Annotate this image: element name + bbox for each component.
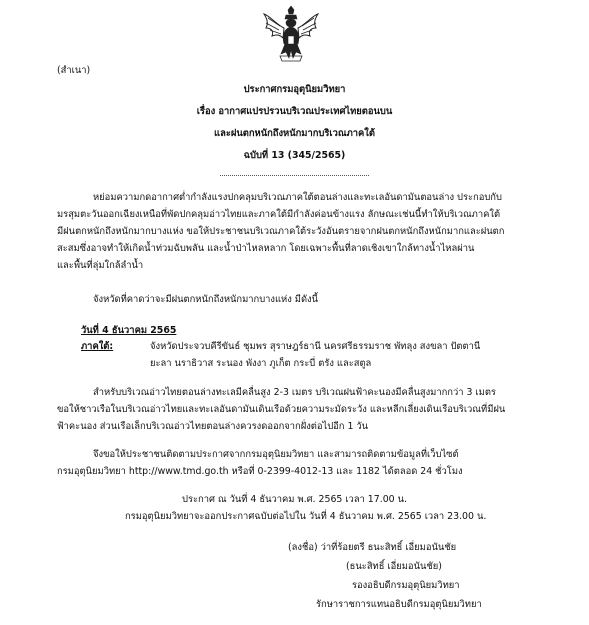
doc-subject: เรื่อง อากาศแปรปรวนบริเวณประเทศไทยตอนบน xyxy=(196,106,393,117)
separator-line xyxy=(220,175,369,176)
doc-subject-line2: และฝนตกหนักถึงหนักมากบริเวณภาคใต้ xyxy=(214,128,375,139)
issue-number: ฉบับที่ 13 (345/2565) xyxy=(243,150,346,161)
announced-date: ประกาศ ณ วันที่ 4 ธันวาคม พ.ศ. 2565 เวลา 17.00 น. xyxy=(182,494,408,505)
copy-label: (สำเนา) xyxy=(57,65,91,76)
region-provinces-line1: จังหวัดประจวบคีรีขันธ์ ชุมพร สุราษฎร์ธานี นครศรีธรรมราช พัทลุง สงขลา ปัตตานี xyxy=(150,341,481,352)
para4-line2: กรมอุตุนิยมวิทยา http://www.tmd.go.th หรือที่ 0-2399-4012-13 และ 1182 ได้ตลอด 24 ชั่วโมง xyxy=(57,466,463,477)
para1-line4: สะสมซึ่งอาจทำให้เกิดน้ำท่วมฉับพลัน และน้ำป่าไหลหลาก โดยเฉพาะพื้นที่ลาดเชิงเขาใกล้ทางน้ำไหลผ่าน xyxy=(57,243,475,254)
garuda-emblem-icon xyxy=(262,6,320,62)
para1-line3: มีฝนตกหนักถึงหนักมากบางแห่ง ขอให้ประชาชนบริเวณภาคใต้ระวังอันตรายจากฝนตกหนักถึงหนักมากและฝนตก xyxy=(57,226,505,237)
para1-line2: มรสุมตะวันออกเฉียงเหนือที่พัดปกคลุมอ่าวไทยและภาคใต้มีกำลังค่อนข้างแรง ลักษณะเช่นนี้ทำให้บริเวณภาคใต้ xyxy=(57,209,501,220)
para2: จังหวัดที่คาดว่าจะมีฝนตกหนักถึงหนักมากบางแห่ง มีดังนี้ xyxy=(93,294,319,305)
para3-line1: สำหรับบริเวณอ่าวไทยตอนล่างทะเลมีคลื่นสูง 2-3 เมตร บริเวณฝนฟ้าคะนองมีคลื่นสูงมากกว่า 3 เมตร xyxy=(93,387,496,398)
doc-title: ประกาศกรมอุตุนิยมวิทยา xyxy=(243,84,346,95)
para1-line1: หย่อมความกดอากาศต่ำกำลังแรงปกคลุมบริเวณภาคใต้ตอนล่างและทะเลอันดามันตอนล่าง ประกอบกับ xyxy=(93,192,502,203)
para3-line2: ขอให้ชาวเรือในบริเวณอ่าวไทยและทะเลอันดามันเดินเรือด้วยความระมัดระวัง และหลีกเลี่ยงเดินเรือบริเวณที่มีฝน xyxy=(57,404,506,415)
para1-line5: และพื้นที่ลุ่มใกล้ลำน้ำ xyxy=(57,260,144,271)
signer-position: รองอธิบดีกรมอุตุนิยมวิทยา xyxy=(352,580,460,591)
next-issue-notice: กรมอุตุนิยมวิทยาจะออกประกาศฉบับต่อไปใน วันที่ 4 ธันวาคม พ.ศ. 2565 เวลา 23.00 น. xyxy=(125,511,487,522)
region-provinces-line2: ยะลา นราธิวาส ระนอง พังงา ภูเก็ต กระบี่ ตรัง และสตูล xyxy=(150,358,372,369)
para4-line1: จึงขอให้ประชาชนติดตามประกาศจากกรมอุตุนิยมวิทยา และสามารถติดตามข้อมูลที่เว็บไซต์ xyxy=(93,449,459,460)
signature-line: (ลงชื่อ) ว่าที่ร้อยตรี ธนะสิทธิ์ เอี่ยมอนันชัย xyxy=(288,542,457,553)
para3-line3: ฟ้าคะนอง ส่วนเรือเล็กบริเวณอ่าวไทยตอนล่างควรงดออกจากฝั่งต่อไปอีก 1 วัน xyxy=(57,421,369,432)
region-label: ภาคใต้: xyxy=(81,341,114,352)
signer-acting-position: รักษาราชการแทนอธิบดีกรมอุตุนิยมวิทยา xyxy=(316,599,482,610)
date-heading: วันที่ 4 ธันวาคม 2565 xyxy=(81,325,177,336)
signer-name: (ธนะสิทธิ์ เอี่ยมอนันชัย) xyxy=(346,561,442,572)
